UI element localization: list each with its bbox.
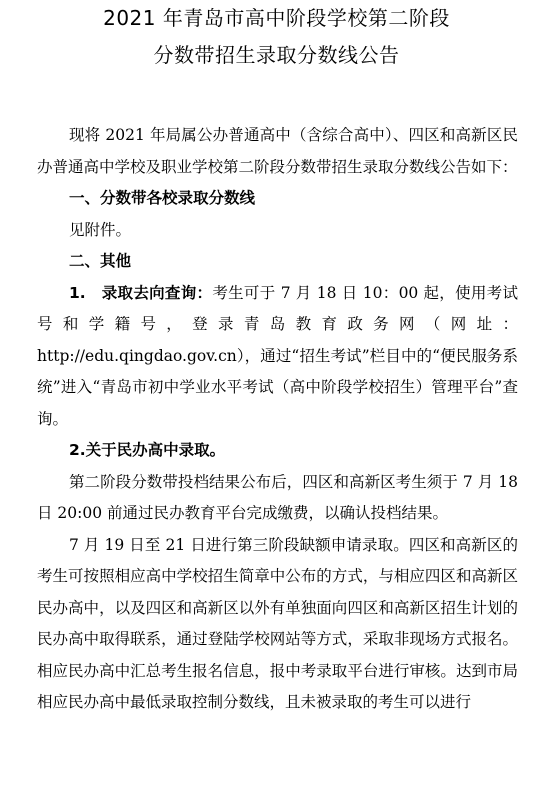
document-title-line-2: 分数带招生录取分数线公告 [153, 43, 400, 67]
item-1-text: 考生可于 7 月 18 日 10：00 起，使用考试号和学籍号，登录青岛教育政务网（网址：http://edu.qingdao.gov.cn），通过“招生考试”栏目中的“便民服务系统”进入“青岛市初中学业水平考试（高中阶段学校招生）管理平台”查询。 [37, 283, 518, 428]
item-2-label: 2.关于民办高中录取。 [69, 441, 226, 459]
item-1-label: 1. 录取去向查询： [69, 283, 213, 302]
document-body [37, 120, 518, 719]
intro-paragraph: 现将 2021 年局属公办普通高中（含综合高中）、四区和高新区民办普通高中学校及职业学校第二阶段分数带招生录取分数线公告如下： [37, 126, 518, 176]
section-1-body: 见附件。 [69, 220, 132, 239]
section-1-heading: 一、分数带各校录取分数线 [69, 189, 256, 207]
section-2-heading: 二、其他 [69, 252, 132, 270]
item-2-heading [37, 435, 518, 467]
item-2-paragraph-2: 7 月 19 日至 21 日进行第三阶段缺额申请录取。四区和高新区的考生可按照相应高中学校招生简章中公布的方式，与相应四区和高新区民办高中，以及四区和高新区以外有单独面向四区和高新区招生计划的民办高中取得联系，通过登陆学校网站等方式，采取非现场方式报名。相应民办高中汇总考生报名信息，报中考录取平台进行审核。达到市局相应民办高中最低录取控制分数线，且未被录取的考生可以进行 [37, 535, 518, 711]
document-title-line-1: 2021 年青岛市高中阶段学校第二阶段 [103, 6, 450, 30]
item-2-paragraph-1: 第二阶段分数带投档结果公布后，四区和高新区考生须于 7 月 18 日 20:00 前通过民办教育平台完成缴费，以确认投档结果。 [37, 472, 518, 522]
item-1-paragraph [37, 278, 518, 436]
